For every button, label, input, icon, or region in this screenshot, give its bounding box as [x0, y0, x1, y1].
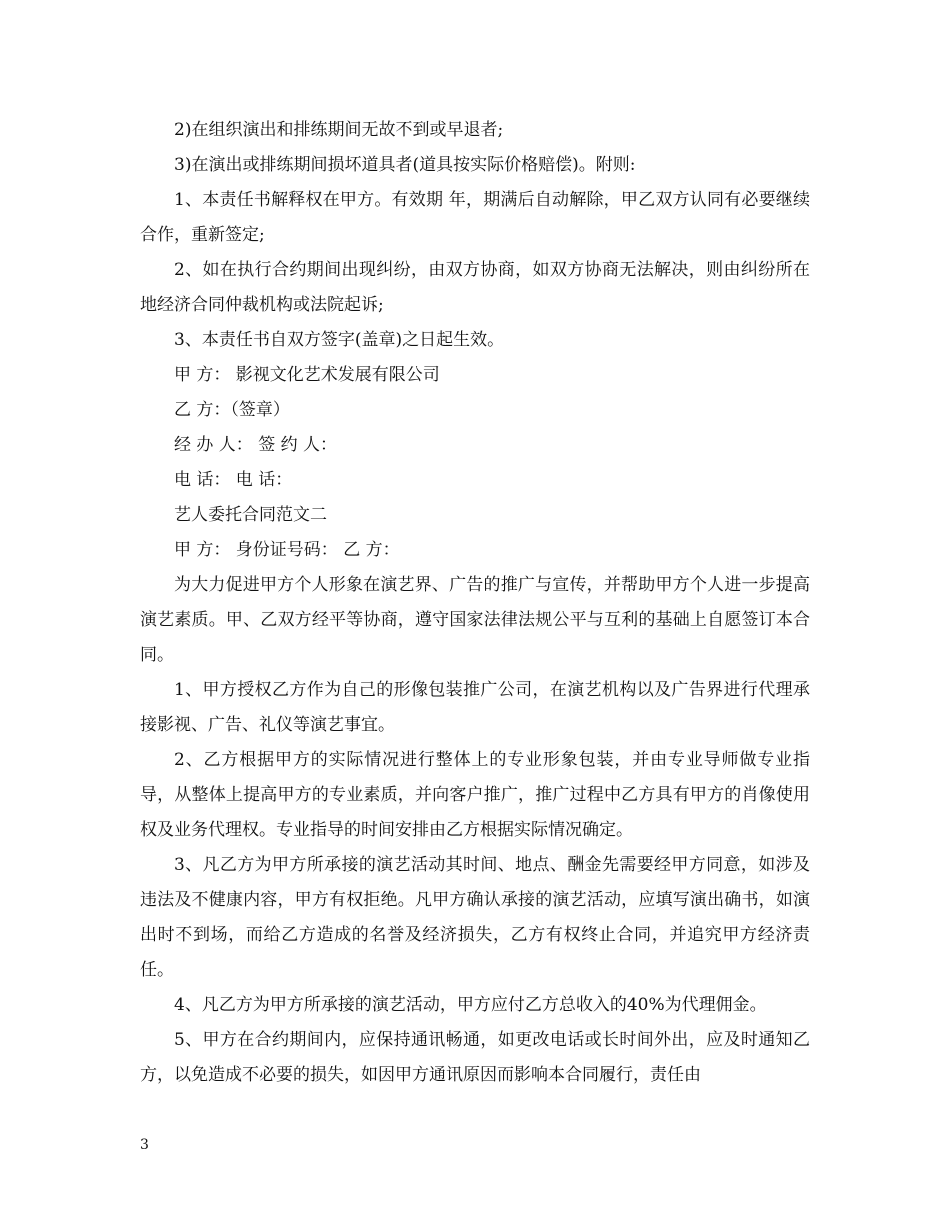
paragraph-2: 3)在演出或排练期间损坏道具者(道具按实际价格赔偿)。附则: [174, 155, 636, 175]
paragraph-8: 经 办 人： 签 约 人： [174, 435, 338, 455]
paragraph-1: 2)在组织演出和排练期间无故不到或早退者; [174, 120, 504, 140]
paragraph-17: 5、甲方在合约期间内，应保持通讯畅通，如更改电话或长时间外出，应及时通知乙方，以免造成不必要的损失，如因甲方通讯原因而影响本合同履行，责任由 [140, 1030, 810, 1085]
paragraph-9: 电 话： 电 话： [174, 470, 293, 490]
paragraph-3: 1、本责任书解释权在甲方。有效期 年，期满后自动解除，甲乙双方认同有必要继续合作，重新签定; [140, 190, 810, 245]
paragraph-11: 甲 方： 身份证号码： 乙 方： [174, 540, 400, 560]
paragraph-14: 2、乙方根据甲方的实际情况进行整体上的专业形象包装，并由专业导师做专业指导，从整体上提高甲方的专业素质，并向客户推广，推广过程中乙方具有甲方的肖像使用权及业务代理权。专业指导的时间安排由乙方根据实际情况确定。 [140, 750, 810, 840]
paragraph-4: 2、如在执行合约期间出现纠纷，由双方协商，如双方协商无法解决，则由纠纷所在地经济合同仲裁机构或法院起诉; [140, 260, 810, 315]
paragraph-7: 乙 方：（签章） [174, 400, 290, 420]
document-body [140, 113, 810, 1093]
paragraph-12: 为大力促进甲方个人形象在演艺界、广告的推广与宣传，并帮助甲方个人进一步提高演艺素质。甲、乙双方经平等协商，遵守国家法律法规公平与互利的基础上自愿签订本合同。 [140, 575, 810, 665]
page-number: 3 [140, 1137, 149, 1153]
paragraph-5: 3、本责任书自双方签字(盖章)之日起生效。 [174, 330, 505, 350]
paragraph-15: 3、凡乙方为甲方所承接的演艺活动其时间、地点、酬金先需要经甲方同意，如涉及违法及不健康内容，甲方有权拒绝。凡甲方确认承接的演艺活动，应填写演出确书，如演出时不到场，而给乙方造成的名誉及经济损失，乙方有权终止合同，并追究甲方经济责任。 [140, 855, 810, 980]
paragraph-13: 1、甲方授权乙方作为自己的形像包装推广公司，在演艺机构以及广告界进行代理承接影视、广告、礼仪等演艺事宜。 [140, 680, 810, 735]
section-title: 艺人委托合同范文二 [174, 505, 327, 525]
paragraph-6: 甲 方： 影视文化艺术发展有限公司 [174, 365, 440, 385]
paragraph-16: 4、凡乙方为甲方所承接的演艺活动，甲方应付乙方总收入的40%为代理佣金。 [174, 995, 767, 1015]
